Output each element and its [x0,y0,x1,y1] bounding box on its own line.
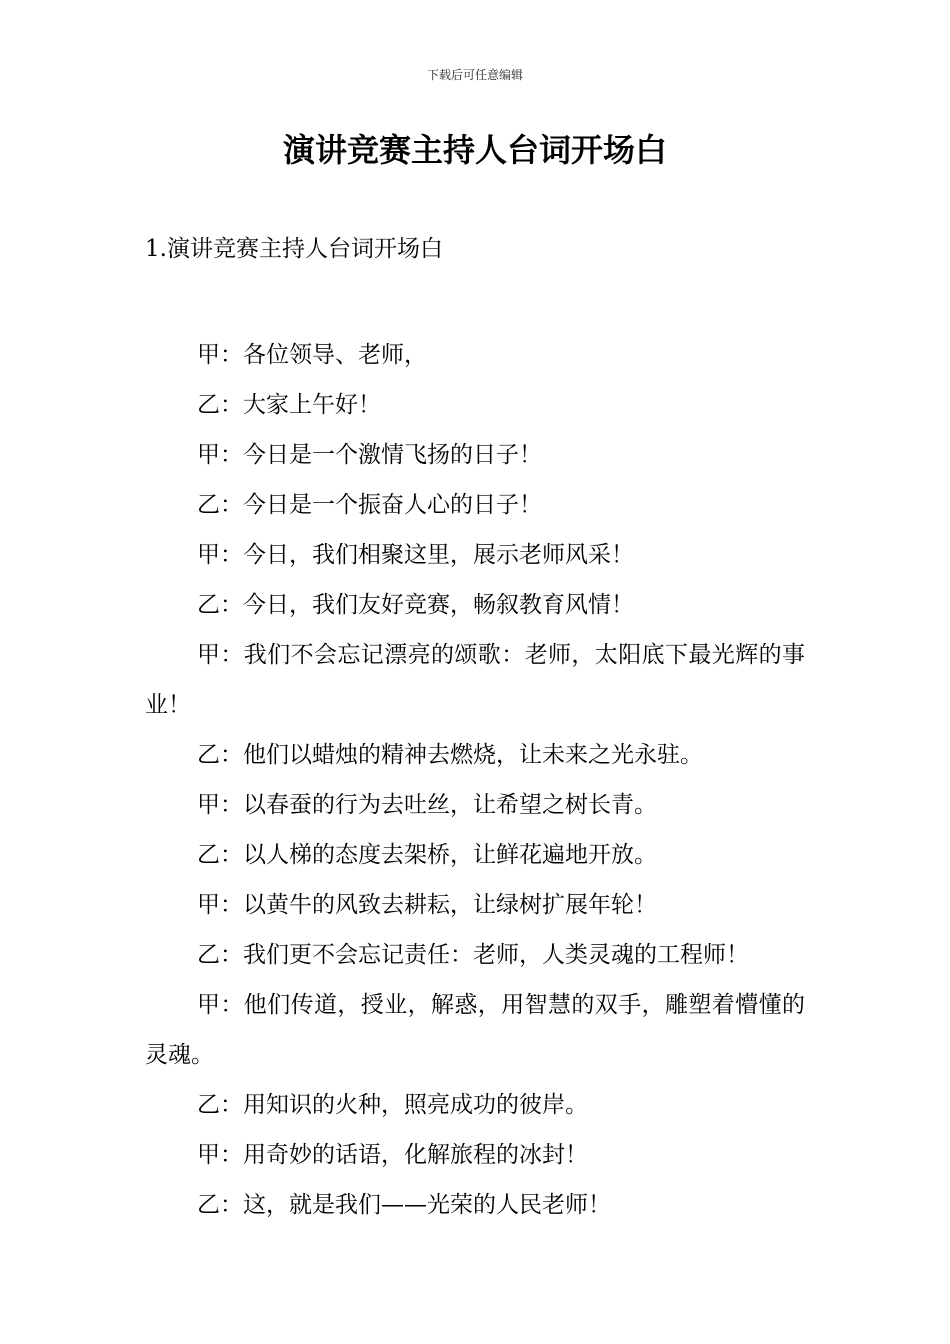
dialogue-line: 乙：我们更不会忘记责任：老师，人类灵魂的工程师！ [197,942,749,968]
dialogue-line: 乙：今日是一个振奋人心的日子！ [197,492,542,518]
dialogue-line: 甲：我们不会忘记漂亮的颂歌：老师，太阳底下最光辉的事业！ [145,642,805,718]
dialogue-line: 甲：以春蚕的行为去吐丝，让希望之树长青。 [197,792,657,818]
dialogue-line: 乙：这，就是我们——光荣的人民老师！ [197,1192,611,1218]
dialogue-line: 乙：以人梯的态度去架桥，让鲜花遍地开放。 [197,842,657,868]
dialogue-line: 甲：以黄牛的风致去耕耘，让绿树扩展年轮！ [197,892,657,918]
dialogue-line: 甲：今日是一个激情飞扬的日子！ [197,442,542,468]
dialogue-line: 乙：大家上午好！ [197,392,381,418]
page-header-note: 下载后可任意编辑 [426,68,523,82]
dialogue-line: 乙：他们以蜡烛的精神去燃烧，让未来之光永驻。 [197,742,703,768]
dialogue-line: 甲：他们传道，授业，解惑，用智慧的双手，雕塑着懵懂的灵魂。 [145,992,805,1068]
dialogue-line: 甲：今日，我们相聚这里，展示老师风采！ [197,542,634,568]
dialogue-body [145,330,805,1230]
dialogue-line: 乙：今日，我们友好竞赛，畅叙教育风情！ [197,592,634,618]
dialogue-line: 甲：用奇妙的话语，化解旅程的冰封！ [197,1142,588,1168]
dialogue-line: 乙：用知识的火种，照亮成功的彼岸。 [197,1092,588,1118]
section-heading: 1.演讲竞赛主持人台词开场白 [145,236,443,262]
dialogue-line: 甲：各位领导、老师， [197,342,427,368]
document-title: 演讲竞赛主持人台词开场白 [282,131,667,169]
